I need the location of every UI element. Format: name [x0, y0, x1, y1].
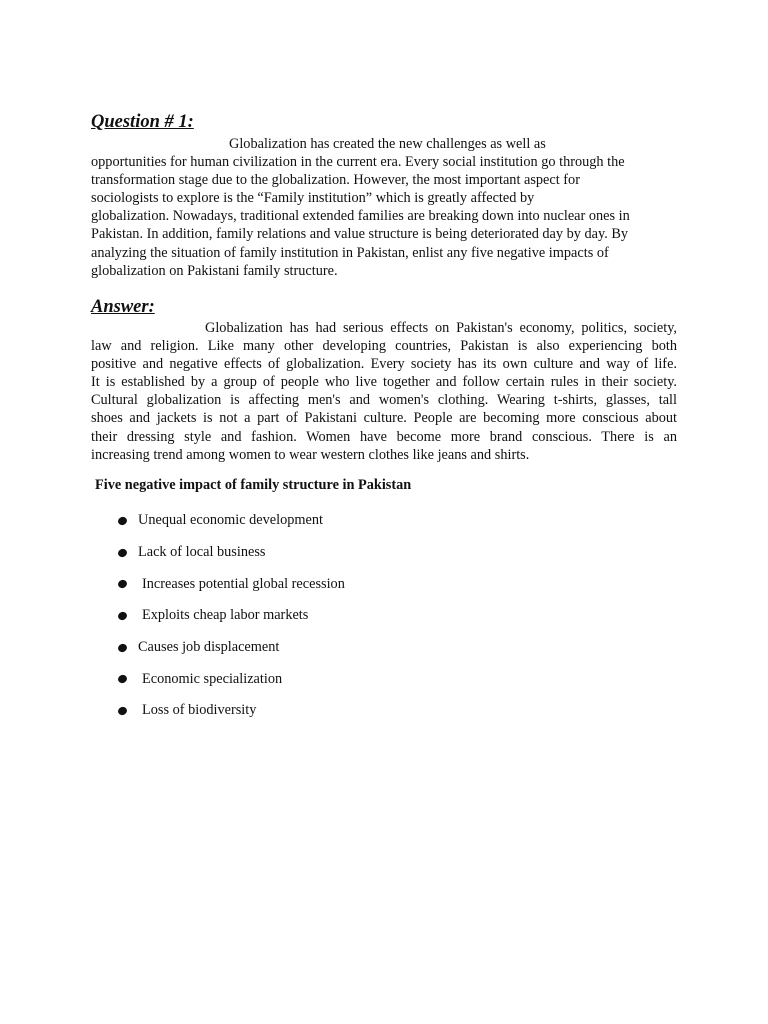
bullet-list — [118, 505, 345, 727]
text-line: increasing trend among women to wear western clothes like jeans and shirts. — [91, 446, 530, 463]
text-line: opportunities for human civilization in the current era. Every social institution go through the — [91, 154, 625, 171]
text-line: Globalization has had serious effects on Pakistan's economy, politics, society, — [205, 320, 677, 336]
list-item-text: Increases potential global recession — [142, 575, 345, 592]
list-item-text: Causes job displacement — [138, 639, 280, 656]
bullet-icon — [117, 579, 129, 590]
list-item — [118, 505, 345, 537]
answer-text — [91, 319, 677, 464]
text-line: globalization. Nowadays, traditional extended families are breaking down into nuclear ones in — [91, 208, 630, 225]
list-item — [118, 537, 345, 569]
list-title: Five negative impact of family structure in Pakistan — [95, 477, 412, 493]
list-item-text: Economic specialization — [142, 670, 283, 687]
list-item-text: Unequal economic development — [138, 512, 324, 529]
text-line: globalization on Pakistani family structure. — [91, 262, 338, 279]
answer-heading: Answer: — [91, 297, 155, 317]
text-line: sociologists to explore is the “Family institution” which is greatly affected by — [91, 190, 535, 207]
text-line: shoes and jackets is not a part of Pakistani culture. People are becoming more conscious about — [91, 410, 677, 427]
text-line: analyzing the situation of family institution in Pakistan, enlist any five negative impacts of — [91, 244, 609, 261]
text-line: their dressing style and fashion. Women have become more brand conscious. There is an — [91, 428, 677, 445]
bullet-icon — [117, 674, 129, 685]
list-item — [118, 663, 345, 695]
bullet-icon — [117, 705, 129, 716]
question-heading: Question # 1: — [91, 112, 194, 132]
bullet-icon — [117, 610, 129, 621]
text-line: Globalization has created the new challenges as well as — [229, 136, 546, 152]
question-text — [91, 135, 677, 280]
text-line: transformation stage due to the globalization. However, the most important aspect for — [91, 172, 580, 189]
text-line: Pakistan. In addition, family relations and value structure is being deteriorated day by day. By — [91, 226, 629, 243]
text-line: law and religion. Like many other developing countries, Pakistan is also experiencing both — [91, 338, 677, 355]
bullet-icon — [117, 547, 129, 558]
list-item — [118, 568, 345, 600]
bullet-icon — [117, 515, 129, 526]
text-line: Cultural globalization is affecting men's and women's clothing. Wearing t-shirts, glasses, tall — [91, 392, 677, 409]
list-item — [118, 632, 345, 664]
text-line: It is established by a group of people who live together and follow certain rules in their society. — [91, 374, 677, 391]
list-item — [118, 695, 345, 727]
list-item-text: Lack of local business — [138, 544, 266, 561]
list-item — [118, 600, 345, 632]
list-item-text: Exploits cheap labor markets — [142, 607, 309, 624]
list-item-text: Loss of biodiversity — [142, 702, 257, 719]
text-line: positive and negative effects of globalization. Every society has its own culture and way of life. — [91, 356, 677, 373]
bullet-icon — [117, 642, 129, 653]
